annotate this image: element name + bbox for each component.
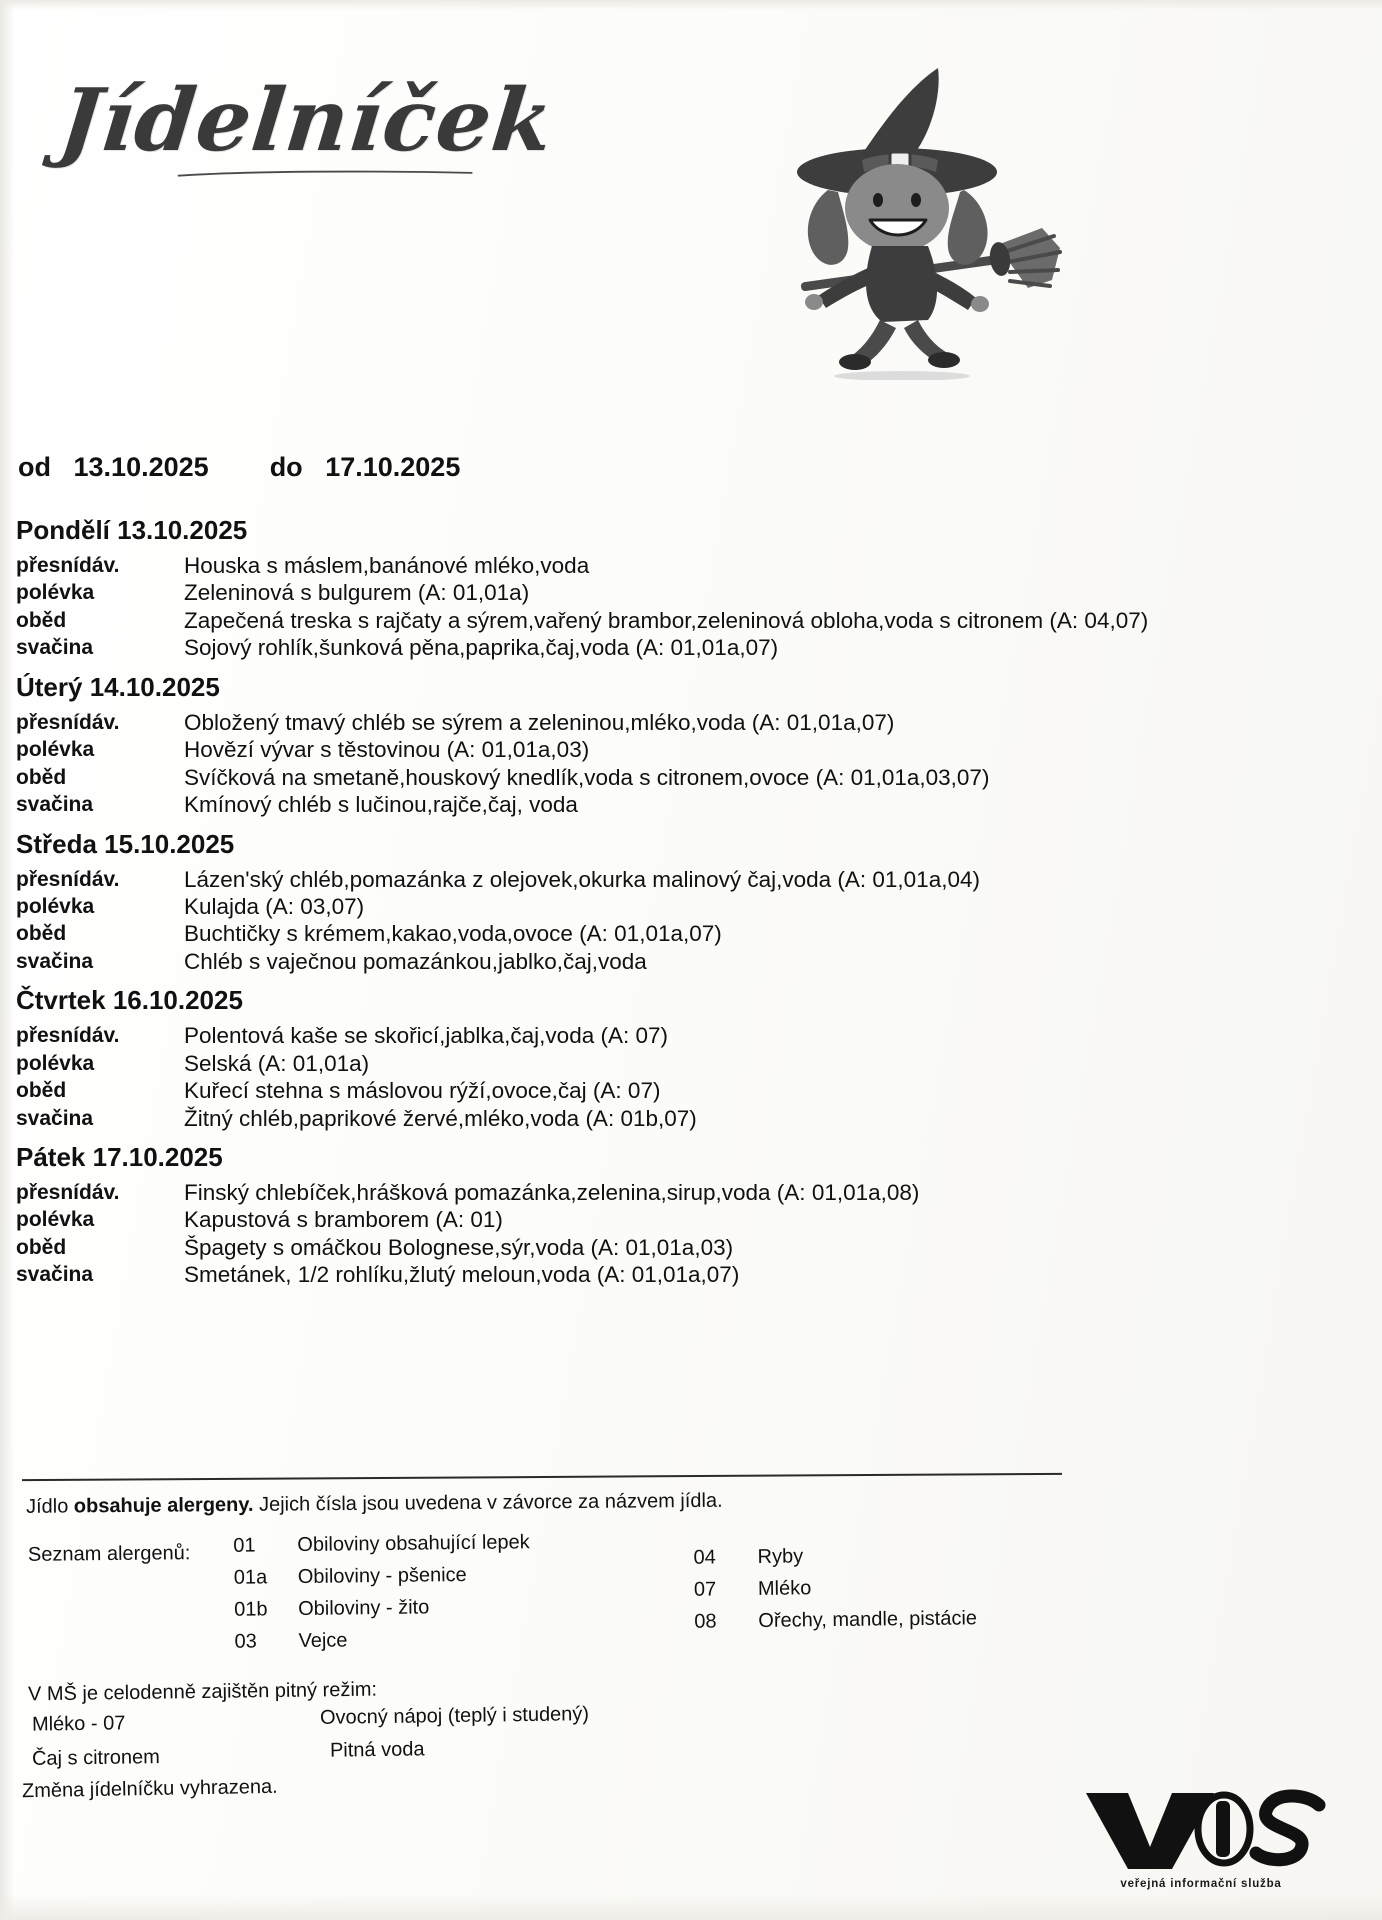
meal-row — [16, 1234, 1366, 1261]
vis-logo-icon — [1076, 1785, 1326, 1871]
allergen-note-post: Jejich čísla jsou uvedena v závorce za názvem jídla. — [253, 1489, 723, 1516]
range-to-date: 17.10.2025 — [325, 452, 461, 482]
allergen-item — [234, 1563, 531, 1590]
allergen-name: Obiloviny obsahující lepek — [297, 1531, 530, 1557]
allergen-code: 01 — [233, 1534, 256, 1557]
meal-text: Kulajda (A: 03,07) — [184, 893, 365, 919]
day-title: Středa 15.10.2025 — [16, 828, 235, 859]
meal-label: oběd — [16, 922, 67, 946]
meal-label: svačina — [16, 1106, 94, 1130]
meal-label: přesnídáv. — [16, 867, 120, 891]
meal-label: přesnídáv. — [16, 1181, 120, 1204]
day-block — [16, 672, 1366, 819]
allergen-note — [26, 1484, 1362, 1519]
meal-text: Finský chlebíček,hrášková pomazánka,zelenina,sirup,voda (A: 01,01a,08) — [184, 1180, 920, 1205]
meal-row — [16, 948, 1366, 975]
meal-row — [16, 1022, 1366, 1049]
day-block — [16, 985, 1366, 1132]
document-title-block — [54, 70, 700, 183]
meal-text: Hovězí vývar s těstovinou (A: 01,01a,03) — [184, 737, 590, 763]
allergen-list — [22, 1527, 1362, 1677]
allergen-code: 04 — [693, 1546, 716, 1569]
allergen-name: Ořechy, mandle, pistácie — [758, 1607, 978, 1632]
title-underline-flourish — [66, 170, 586, 178]
meal-text: Sojový rohlík,šunková pěna,paprika,čaj,voda (A: 01,01a,07) — [184, 635, 779, 661]
meal-text: Kmínový chléb s lučinou,rajče,čaj, voda — [184, 792, 578, 818]
meal-row — [16, 709, 1366, 736]
day-block — [16, 515, 1366, 662]
range-from-label: od — [18, 452, 51, 482]
meal-row — [16, 634, 1366, 661]
allergen-column-1 — [233, 1531, 531, 1663]
allergen-name: Ryby — [757, 1545, 804, 1568]
allergen-name: Mléko — [757, 1577, 812, 1600]
drink-regime-item: Ovocný nápoj (teplý i studený) — [319, 1703, 590, 1729]
allergen-code: 01b — [234, 1598, 268, 1621]
meal-text: Špagety s omáčkou Bolognese,sýr,voda (A: 01,01a,03) — [184, 1234, 734, 1260]
day-title: Pondělí 13.10.2025 — [16, 515, 248, 545]
meal-text: Chléb s vaječnou pomazánkou,jablko,čaj,voda — [184, 948, 647, 974]
paper-edge-top — [0, 0, 1382, 10]
allergen-name: Obiloviny - pšenice — [297, 1563, 467, 1589]
allergen-column-2 — [693, 1543, 977, 1642]
meal-row — [16, 893, 1366, 920]
allergen-item — [693, 1543, 976, 1569]
meal-row — [16, 1105, 1366, 1132]
change-note: Změna jídelníčku vyhrazena. — [21, 1775, 278, 1803]
meal-label: oběd — [16, 765, 67, 789]
meal-row — [16, 1050, 1366, 1077]
meal-label: oběd — [16, 1235, 67, 1259]
meal-row — [16, 736, 1366, 763]
paper-edge-left — [0, 0, 14, 1920]
allergen-item — [694, 1607, 977, 1633]
paper-edge-bottom — [0, 1894, 1382, 1920]
meal-label: svačina — [16, 636, 94, 660]
meal-label: oběd — [16, 1079, 67, 1103]
meal-text: Houska s máslem,banánové mléko,voda — [184, 553, 590, 578]
allergen-item — [233, 1531, 530, 1558]
meal-text: Selská (A: 01,01a) — [184, 1050, 370, 1076]
meal-text: Smetánek, 1/2 rohlíku,žlutý meloun,voda (A: 01,01a,07) — [184, 1262, 740, 1288]
meal-label: polévka — [16, 1208, 95, 1232]
meal-text: Žitný chléb,paprikové žervé,mléko,voda (A: 01b,07) — [184, 1105, 697, 1131]
day-title: Pátek 17.10.2025 — [16, 1142, 223, 1172]
meal-text: Zapečená treska s rajčaty a sýrem,vařený brambor,zeleninová obloha,voda s citronem (A: 04,07) — [184, 607, 1149, 633]
meal-text: Kapustová s bramborem (A: 01) — [184, 1207, 503, 1233]
meal-row — [16, 920, 1366, 947]
meal-label: polévka — [16, 894, 95, 918]
meal-label: svačina — [16, 1263, 94, 1287]
meal-row — [16, 764, 1366, 791]
drink-regime-item: Čaj s citronem — [31, 1746, 160, 1770]
range-to-label: do — [269, 452, 303, 482]
meal-row — [16, 1206, 1366, 1233]
allergen-footer — [22, 1490, 1362, 1801]
meal-label: přesnídáv. — [16, 710, 120, 734]
meal-text: Kuřecí stehna s máslovou rýží,ovoce,čaj (A: 07) — [184, 1078, 661, 1104]
allergen-list-label: Seznam alergenů: — [27, 1542, 191, 1566]
menu-days-list — [16, 505, 1366, 1293]
page-title: Jídelníček — [54, 70, 559, 171]
drink-regime-title: V MŠ je celodenně zajištěn pitný režim: — [27, 1678, 378, 1706]
meal-row — [16, 1077, 1366, 1104]
meal-text: Polentová kaše se skořicí,jablka,čaj,voda (A: 07) — [184, 1023, 668, 1049]
allergen-code: 07 — [693, 1578, 717, 1601]
drink-regime-item: Pitná voda — [329, 1738, 425, 1762]
allergen-note-pre: Jídlo — [25, 1495, 74, 1518]
meal-text: Obložený tmavý chléb se sýrem a zeleninou,mléko,voda (A: 01,01a,07) — [184, 709, 895, 735]
meal-label: přesnídáv. — [16, 554, 120, 577]
drink-regime-item: Mléko - 07 — [31, 1712, 126, 1736]
allergen-code: 03 — [234, 1630, 257, 1653]
day-block — [16, 1142, 1366, 1289]
day-title: Úterý 14.10.2025 — [16, 671, 220, 702]
meal-row — [16, 791, 1366, 818]
day-block — [16, 829, 1366, 976]
allergen-code: 01a — [233, 1566, 268, 1589]
witch-face — [845, 164, 949, 252]
meal-row — [16, 1261, 1366, 1288]
meal-row — [16, 866, 1366, 893]
meal-row — [16, 1179, 1366, 1206]
day-title: Čtvrtek 16.10.2025 — [16, 985, 243, 1016]
meal-label: polévka — [16, 581, 95, 605]
range-from-date: 13.10.2025 — [73, 452, 209, 482]
vis-logo-caption: veřejná informační služba — [1120, 1878, 1282, 1890]
meal-label: oběd — [16, 608, 67, 632]
allergen-code: 08 — [694, 1610, 717, 1633]
meal-label: svačina — [16, 793, 94, 817]
meal-text: Lázen'ský chléb,pomazánka z olejovek,okurka malinový čaj,voda (A: 01,01a,04) — [184, 866, 980, 892]
meal-label: přesnídáv. — [16, 1024, 120, 1048]
footer-divider — [22, 1473, 1062, 1481]
allergen-name: Obiloviny - žito — [298, 1596, 430, 1621]
meal-label: polévka — [16, 1051, 95, 1075]
vis-logo — [1076, 1785, 1326, 1890]
allergen-name: Vejce — [298, 1629, 348, 1653]
meal-row — [16, 607, 1366, 634]
meal-text: Buchtičky s krémem,kakao,voda,ovoce (A: 01,01a,07) — [184, 921, 722, 947]
allergen-note-bold: obsahuje alergeny. — [73, 1493, 254, 1518]
date-range — [18, 452, 460, 483]
allergen-item — [234, 1627, 531, 1654]
meal-label: polévka — [16, 738, 95, 762]
meal-label: svačina — [16, 949, 94, 973]
witch-illustration — [742, 40, 1082, 380]
meal-text: Zeleninová s bulgurem (A: 01,01a) — [184, 580, 530, 606]
allergen-item — [234, 1595, 531, 1622]
meal-row — [16, 579, 1366, 606]
meal-text: Svíčková na smetaně,houskový knedlík,voda s citronem,ovoce (A: 01,01a,03,07) — [184, 764, 990, 790]
meal-row — [16, 552, 1366, 579]
allergen-item — [694, 1575, 977, 1601]
